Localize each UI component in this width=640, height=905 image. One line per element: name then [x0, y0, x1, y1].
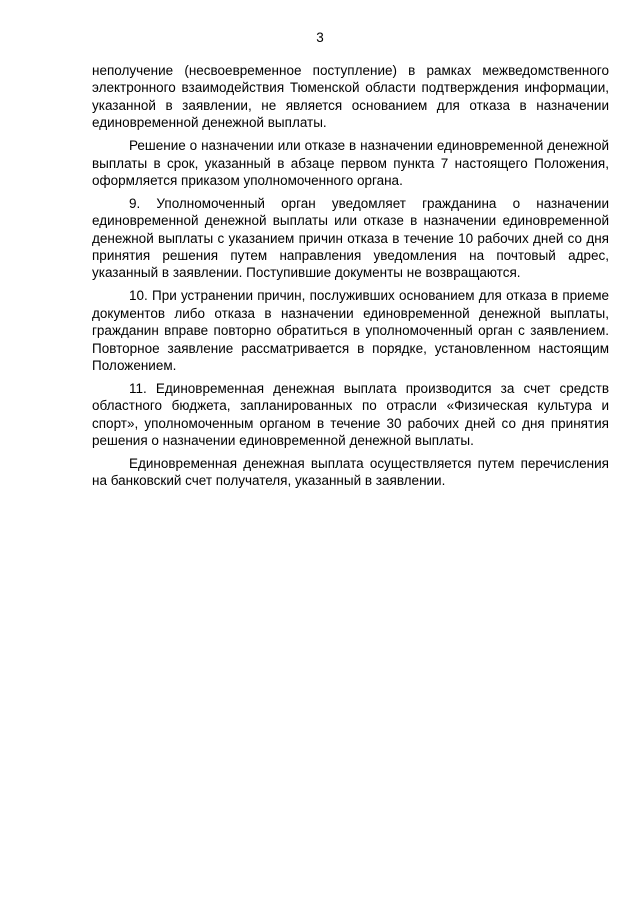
- paragraph-item-10: 10. При устранении причин, послуживших основанием для отказа в приеме документов либо отказа в назначении единовременной денежной выплаты, гражданин вправе повторно обратиться в уполномоченный орган с заявлением. Повторное заявление рассматривается в порядке, установленном настоящим Положением.: [92, 288, 609, 373]
- document-body: [92, 62, 609, 495]
- paragraph-item-9: 9. Уполномоченный орган уведомляет гражданина о назначении единовременной денежной выплаты или отказе в назначении единовременной денежной выплаты с указанием причин отказа в течение 10 рабочих дней со дня принятия решения путем направления уведомления на почтовый адрес, указанный в заявлении. Поступившие документы не возвращаются.: [92, 195, 609, 281]
- paragraph-decision: Решение о назначении или отказе в назначении единовременной денежной выплаты в срок, указанный в абзаце первом пункта 7 настоящего Положения, оформляется приказом уполномоченного органа.: [92, 138, 609, 188]
- paragraph-payment-method: Единовременная денежная выплата осуществляется путем перечисления на банковский счет получателя, указанный в заявлении.: [92, 456, 609, 489]
- paragraph-continuation: неполучение (несвоевременное поступление) в рамках межведомственного электронного взаимодействия Тюменской области подтверждения информации, указанной в заявлении, не является основанием для отказа в назначении единовременной денежной выплаты.: [92, 63, 609, 131]
- page-number: 3: [316, 30, 324, 45]
- paragraph-item-11: 11. Единовременная денежная выплата производится за счет средств областного бюджета, запланированных по отрасли «Физическая культура и спорт», уполномоченным органом в течение 30 рабочих дней со дня принятия решения о назначении единовременной денежной выплаты.: [92, 380, 609, 449]
